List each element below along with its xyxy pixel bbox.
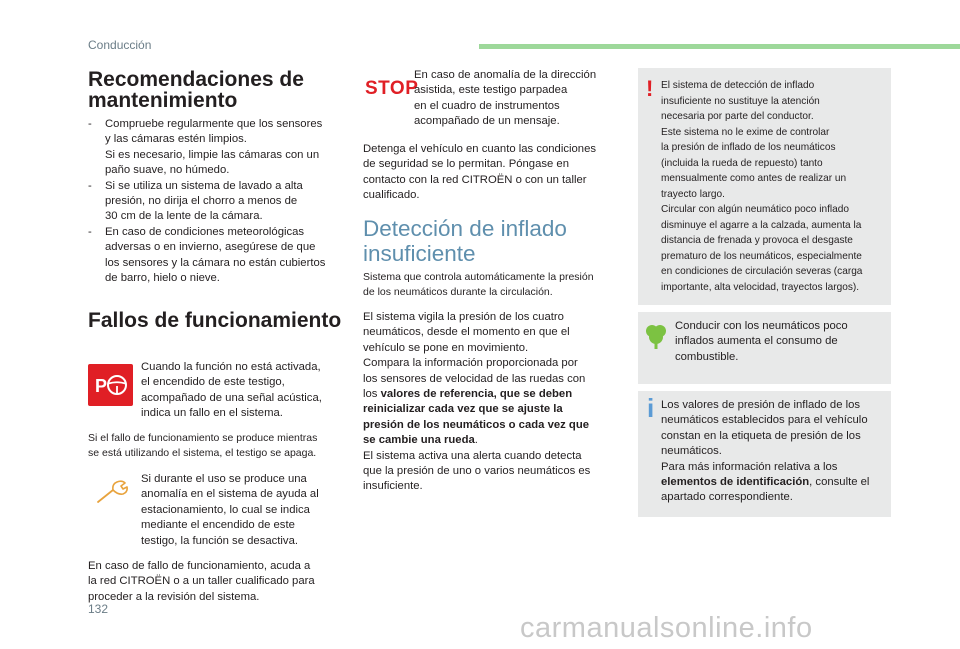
- faults-heading: Fallos de funcionamiento: [88, 309, 342, 332]
- warning-panel-text: El sistema de detección de inflado insuficiente no sustituye la atención necesaria por parte del conductor. Este sistema no le exime de controlar la presión de inflado de los neumáticos (incluida la rueda de repuesto) tanto mensualmente como antes de realizar un trayecto largo. Circular con algún neumático poco inflado disminuye el agarre a la calzada, aumenta la distancia de frenada y provoca el desgaste prematuro de los neumáticos, especialmente en condiciones de circulación severas (carga importante, alta velocidad, trayectos largos).: [661, 80, 863, 293]
- stop-instructions: Detenga el vehículo en cuanto las condiciones de seguridad se lo permitan. Póngase en contacto con la red CITROËN o con un taller cualificado.: [363, 143, 596, 202]
- closing-paragraph: En caso de fallo de funcionamiento, acuda a la red CITROËN o a un taller cualificado para proceder a la revisión del sistema.: [88, 560, 315, 603]
- warning-light-text: Cuando la función no está activada, el encendido de este testigo, acompañado de una señal acústica, indica un fallo en el sistema.: [141, 361, 322, 420]
- page-number: 132: [88, 602, 109, 616]
- system-description: El sistema vigila la presión de los cuatro neumáticos, desde el momento en que el vehículo se pone en movimiento. Compara la información proporcionada por los sensores de velocidad de las ruedas con los valores de referencia, que se deben reinicializar cada vez que se ajuste la presión de los neumáticos o cada vez que se cambie una rueda. El sistema activa una alerta cuando detecta que la presión de uno o varios neumáticos es insuficiente.: [363, 311, 591, 493]
- warning-panel: [638, 68, 891, 305]
- service-wrench-icon: [95, 476, 131, 506]
- list-item: - En caso de condiciones meteorológicas adversas o en invierno, asegúrese de que los sensores y la cámara no están cubiertos de barro, hielo o nieve.: [88, 225, 348, 287]
- eco-panel-text: Conducir con los neumáticos poco inflados aumenta el consumo de combustible.: [675, 320, 848, 363]
- watermark: carmanualsonline.info: [520, 612, 813, 644]
- list-item: - Si se utiliza un sistema de lavado a alta presión, no dirija el chorro a menos de 30 cm de la lente de la cámara.: [88, 179, 348, 225]
- section-accent-bar: [479, 44, 960, 49]
- underinflation-heading: Detección de inflado insuficiente: [363, 216, 567, 266]
- park-assist-warning-icon: [88, 364, 133, 406]
- eco-tree-icon: [644, 322, 668, 350]
- assist-fault-text: Si durante el uso se produce una anomalía en el sistema de ayuda al estacionamiento, lo cual se indica mediante el encendido de este testigo, la función se desactiva.: [141, 473, 319, 547]
- p-letter: P: [95, 376, 108, 396]
- list-item: - Compruebe regularmente que los sensores y las cámaras estén limpios. Si es necesario, limpie las cámaras con un paño suave, no húmedo.: [88, 117, 348, 179]
- info-panel-text: Los valores de presión de inflado de los neumáticos establecidos para el vehículo constan en la etiqueta de presión de los neumáticos. Para más información relativa a los elementos de identificación, consulte el apartado correspondiente.: [661, 399, 870, 504]
- eco-panel: [638, 312, 891, 384]
- maintenance-heading: Recomendaciones de mantenimiento: [88, 68, 304, 112]
- info-panel: [638, 391, 891, 517]
- maintenance-list: [88, 117, 348, 286]
- exclamation-icon: !: [646, 76, 654, 101]
- stop-warning-text: En caso de anomalía de la dirección asistida, este testigo parpadea en el cuadro de instrumentos acompañado de un mensaje.: [414, 69, 597, 128]
- fault-paragraph: Si el fallo de funcionamiento se produce mientras se está utilizando el sistema, el testigo se apaga.: [88, 432, 318, 460]
- section-title: Conducción: [88, 38, 152, 52]
- info-icon: i: [647, 393, 655, 423]
- system-intro: Sistema que controla automáticamente la presión de los neumáticos durante la circulación.: [363, 271, 594, 299]
- stop-warning-icon: STOP: [365, 78, 419, 99]
